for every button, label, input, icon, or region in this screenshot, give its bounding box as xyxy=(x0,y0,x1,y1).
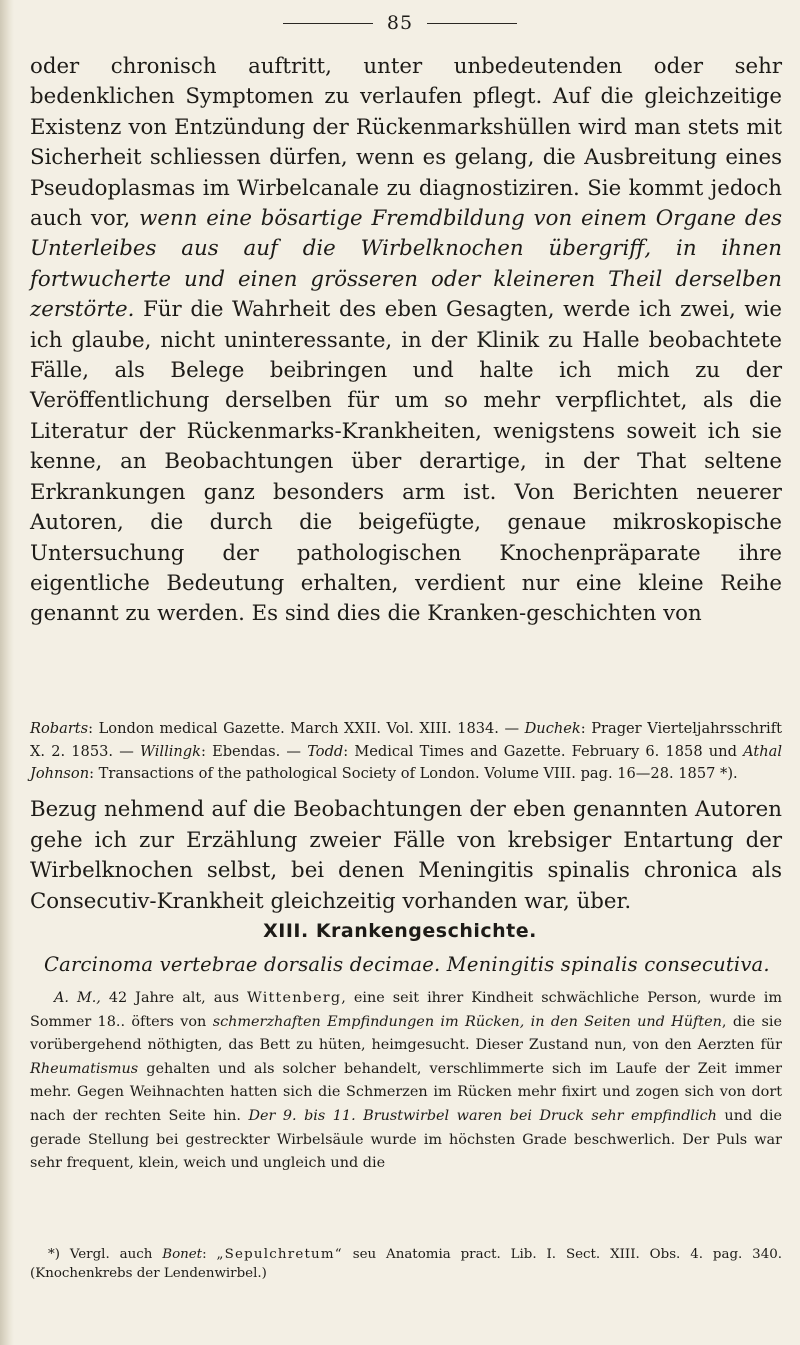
ref-text-todd: : Medical Times and Gazette. February 6. 1858 und xyxy=(343,742,744,760)
ref-text-robarts: : London medical Gazette. March XXII. Vol. XIII. 1834. — xyxy=(88,720,525,737)
ref-text-duchek: : Prager Vierteljahrsschrift X. 2. 1853. — xyxy=(30,720,782,760)
case-text: , die sie vorübergehend nöthigten, das Bett zu hüten, heimgesucht. Dieser Zustand nun, von den Aerzten für xyxy=(30,1013,782,1054)
paragraph-1-italic: wenn eine bösartige Fremdbildung von einem Organe des Unterleibes aus auf die Wirbelknochen übergriff, in ihnen fortwucherte und einen grösseren oder kleineren Theil derselben zerstörte. xyxy=(30,206,782,323)
ref-author-todd: Todd xyxy=(307,742,344,760)
footnote-text: *) Vergl. auch xyxy=(48,1247,163,1262)
ref-author-willingk: Willingk xyxy=(139,742,201,760)
case-report xyxy=(30,987,782,1176)
page-number: 85 xyxy=(386,12,414,34)
case-italic-diagnosis: Rheumatismus xyxy=(30,1060,139,1077)
paragraph-2: Bezug nehmend auf die Beobachtungen der eben genannten Autoren gehe ich zur Erzählung zweier Fälle von krebsiger Entartung der Wirbelknochen selbst, bei denen Meningitis spinalis chronica als Consecutiv-Krankheit gleichzeitig vorhanden war, über. xyxy=(30,797,782,914)
ref-author-johnson: Athal Johnson xyxy=(30,742,782,782)
case-text: gehalten und als solcher behandelt, verschlimmerte sich im Laufe der Zeit immer mehr. Gegen Weihnachten hatten sich die Schmerzen im Rücken mehr fixirt und zogen sich von dort nach der rechten Seite hin. xyxy=(30,1060,782,1124)
ref-author-duchek: Duchek xyxy=(524,720,581,737)
case-text: und die gerade Stellung bei gestreckter Wirbelsäule wurde im höchsten Grade beschwerlich. Der Puls war sehr frequent, klein, weich und ungleich und die xyxy=(30,1107,782,1172)
case-text: 42 Jahre alt, aus xyxy=(100,990,247,1006)
header-rule-right xyxy=(427,23,517,24)
paragraph-1-text-cont: Für die Wahrheit des eben Gesagten, werde ich zwei, wie ich glaube, nicht uninteressante, in der Klinik zu Halle beobachtete Fälle, als Belege beibringen und halte ich mich zu der Veröffentlichung derselben für um so mehr verpflichtet, als die Literatur der Rückenmarks-Krankheiten, wenigstens soweit ich sie kenne, an Beobachtungen über derartige, in der That seltene Erkrankungen ganz besonders arm ist. Von Berichten neuerer Autoren, die durch die beigefügte, genaue mikroskopische Untersuchung der pathologischen Knochenpräparate ihre eigentliche Bedeutung erhalten, verdient nur eine kleine Reihe genannt zu werden. Es sind dies die Kranken-geschichten von xyxy=(30,297,782,627)
page-edge-shadow xyxy=(0,0,14,1345)
case-place: Wittenberg xyxy=(246,990,342,1006)
case-patient-initials: A. M., xyxy=(54,990,101,1006)
case-italic-finding: Der 9. bis 11. Brustwirbel waren bei Druck sehr empfindlich xyxy=(248,1107,717,1124)
footnote xyxy=(30,1245,782,1283)
ref-text-willingk: : Ebendas. — xyxy=(200,742,308,760)
header-rule-left xyxy=(283,23,373,24)
footnote-author: Bonet xyxy=(162,1247,203,1262)
case-text: , eine seit ihrer Kindheit schwächliche Person, wurde im Sommer 18.. öfters von xyxy=(30,990,782,1030)
ref-author-robarts: Robarts xyxy=(30,720,89,737)
ref-text-johnson: : Transactions of the pathological Society of London. Volume VIII. pag. 16—28. 1857 *). xyxy=(89,765,738,782)
case-italic-symptoms: schmerzhaften Empfindungen im Rücken, in den Seiten und Hüften xyxy=(212,1013,722,1030)
footnote-work-title: „Sepulchretum“ xyxy=(216,1247,343,1262)
paragraph-1-text: oder chronisch auftritt, unter unbedeutenden oder sehr bedenklichen Symptomen zu verlaufen pflegt. Auf die gleichzeitige Existenz von Entzündung der Rückenmarkshüllen wird man stets mit Sicherheit schliessen dürfen, wenn es gelang, die Ausbreitung eines Pseudoplasmas im Wirbelcanale zu diagnostiziren. Sie kommt jedoch auch vor, xyxy=(30,54,782,232)
paragraph-1 xyxy=(30,52,782,630)
page-header xyxy=(0,6,800,40)
reference-list xyxy=(30,718,782,786)
footnote-text: : xyxy=(202,1247,217,1262)
footnote-text: seu Anatomia pract. Lib. I. Sect. XIII. Obs. 4. pag. 340. (Knochenkrebs der Lendenwirbel.) xyxy=(30,1247,782,1281)
section-subtitle: Carcinoma vertebrae dorsalis decimae. Meningitis spinalis consecutiva. xyxy=(44,953,770,976)
section-heading: XIII. Krankengeschichte. xyxy=(263,920,537,942)
